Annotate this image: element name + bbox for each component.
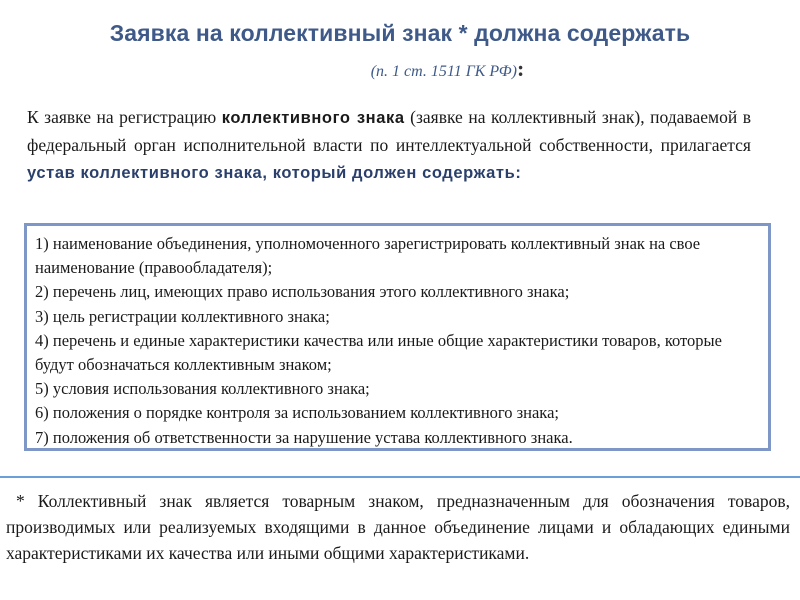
list-item: 6) положения о порядке контроля за использованием коллективного знака; bbox=[35, 403, 559, 423]
intro-paragraph bbox=[27, 104, 751, 187]
page-title: Заявка на коллективный знак * должна содержать bbox=[109, 20, 691, 46]
footnote-divider bbox=[0, 476, 800, 478]
subtitle-colon: : bbox=[516, 56, 525, 81]
legal-reference: (п. 1 ст. 1511 ГК РФ) bbox=[370, 63, 517, 80]
footnote bbox=[0, 488, 790, 566]
footnote-text: * Коллективный знак является товарным знаком, предназначенным для обозначения товаров, производимых или реализуемых входящими в данное объединение лицами и обладающих едиными характеристиками их качества или иными общими характеристиками. bbox=[6, 491, 790, 563]
list-item: 7) положения об ответственности за нарушение устава коллективного знака. bbox=[35, 427, 573, 447]
intro-text-2: (заявке на коллективный знак), подаваемой в федеральный орган исполнительной власти по интеллектуальной собственности, прилагается bbox=[27, 107, 751, 155]
list-item: 2) перечень лиц, имеющих право использования этого коллективного знака; bbox=[35, 282, 570, 302]
requirements-list-box bbox=[24, 223, 771, 451]
intro-bold-2: устав коллективного знака, который должен содержать: bbox=[27, 164, 522, 182]
intro-text-1: К заявке на регистрацию bbox=[27, 107, 222, 127]
list-item: 1) наименование объединения, уполномоченного зарегистрировать коллективный знак на свое наименование (правообладателя); bbox=[35, 234, 701, 278]
page-subtitle bbox=[0, 56, 800, 82]
intro-bold-1: коллективного знака bbox=[221, 109, 405, 127]
list-item: 3) цель регистрации коллективного знака; bbox=[35, 306, 330, 326]
list-item: 5) условия использования коллективного знака; bbox=[35, 379, 370, 399]
list-item: 4) перечень и единые характеристики качества или иные общие характеристики товаров, которые будут обозначаться коллективным знаком; bbox=[35, 330, 722, 375]
